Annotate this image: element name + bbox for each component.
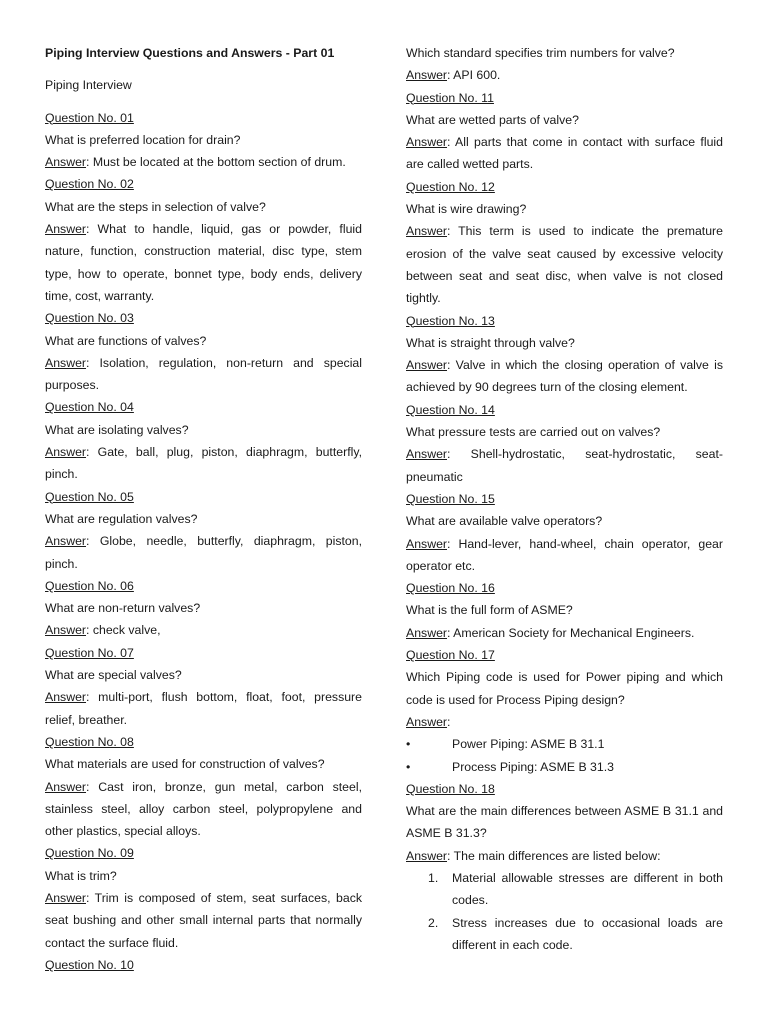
answer [45, 151, 362, 173]
question-label: Question No. 18 [406, 781, 495, 796]
item-number: 2. [428, 915, 439, 930]
answer-text: : What to handle, liquid, gas or powder, fluid nature, function, construction material, disc type, stem type, how to operate, bonnet type, body ends, delivery time, cost, warranty. [45, 222, 362, 303]
question-text: What materials are used for construction of valves? [45, 757, 325, 772]
question-text: What is straight through valve? [406, 335, 575, 350]
question-text: What is the full form of ASME? [406, 603, 573, 618]
answer-text: : Cast iron, bronze, gun metal, carbon steel, stainless steel, alloy carbon steel, polypropylene and other plastics, special alloys. [45, 779, 362, 839]
question-text: Which standard specifies trim numbers for valve? [406, 46, 675, 60]
question-label: Question No. 12 [406, 179, 495, 194]
question-label: Question No. 04 [45, 400, 134, 415]
question-label: Question No. 13 [406, 313, 495, 328]
answer [406, 64, 723, 86]
page-subtitle: Piping Interview [45, 78, 132, 93]
list-item [406, 756, 723, 778]
answer-text: : The main differences are listed below: [447, 848, 661, 863]
answer-label: Answer [45, 890, 87, 905]
answer-text: : multi-port, flush bottom, float, foot, pressure relief, breather. [45, 690, 362, 727]
page-title: Piping Interview Questions and Answers - Part 01 [45, 46, 335, 60]
answer-text: : Hand-lever, hand-wheel, chain operator, gear operator etc. [406, 536, 723, 573]
question-label: Question No. 07 [45, 645, 134, 660]
answer [45, 686, 362, 731]
answer-label: Answer [45, 690, 87, 705]
question-label: Question No. 06 [45, 578, 134, 593]
question-label: Question No. 10 [45, 957, 134, 972]
question-text: What are isolating valves? [45, 422, 189, 437]
question-label: Question No. 09 [45, 846, 134, 861]
answer-label: Answer [406, 224, 448, 239]
item-number: 1. [428, 870, 439, 885]
question-text: Which Piping code is used for Power piping and which code is used for Process Piping design? [406, 670, 723, 707]
answer-label: Answer [406, 848, 448, 863]
question-label: Question No. 08 [45, 734, 134, 749]
bullet-icon: • [406, 759, 411, 774]
answer [406, 533, 723, 578]
answer-text: : American Society for Mechanical Engineers. [447, 625, 695, 640]
answer-text: : Trim is composed of stem, seat surfaces, back seat bushing and other small internal parts that normally contact the surface fluid. [45, 890, 362, 950]
question-text: What are functions of valves? [45, 333, 207, 348]
answer-label: Answer [406, 358, 448, 373]
answer [45, 776, 362, 843]
answer-label: Answer [45, 445, 87, 460]
answer [406, 845, 723, 867]
question-label: Question No. 11 [406, 90, 494, 105]
answer-text: : check valve, [86, 623, 161, 638]
numbered-item [406, 867, 723, 912]
answer-text: : All parts that come in contact with surface fluid are called wetted parts. [406, 135, 723, 172]
answer-text: : Shell-hydrostatic, seat-hydrostatic, seat-pneumatic [406, 447, 723, 484]
question-label: Question No. 02 [45, 177, 134, 192]
question-label: Question No. 03 [45, 311, 134, 326]
numbered-item [406, 912, 723, 957]
answer-label: Answer [406, 714, 448, 729]
answer-text: : [447, 714, 451, 729]
question-text: What are the main differences between ASME B 31.1 and ASME B 31.3? [406, 804, 723, 841]
list-item [406, 733, 723, 755]
answer [45, 441, 362, 486]
answer-label: Answer [45, 155, 87, 170]
question-label: Question No. 15 [406, 491, 495, 506]
question-text: What pressure tests are carried out on valves? [406, 425, 661, 440]
item-text: Stress increases due to occasional loads are different in each code. [452, 915, 723, 952]
answer-text: : Isolation, regulation, non-return and special purposes. [45, 355, 362, 393]
list-item-text: Process Piping: ASME B 31.3 [452, 759, 614, 774]
question-text: What are wetted parts of valve? [406, 112, 579, 127]
bullet-icon: • [406, 737, 411, 752]
question-text: What are special valves? [45, 668, 182, 683]
answer [45, 218, 362, 307]
answer-label: Answer [45, 355, 87, 370]
answer-label: Answer [45, 222, 87, 237]
answer [406, 443, 723, 488]
answer [45, 619, 362, 641]
question-label: Question No. 17 [406, 648, 495, 663]
question-label: Question No. 01 [45, 110, 134, 125]
answer [45, 530, 362, 575]
answer [406, 622, 723, 644]
question-text: What are non-return valves? [45, 601, 201, 616]
question-text: What are available valve operators? [406, 514, 603, 529]
item-text: Material allowable stresses are different in both codes. [452, 870, 723, 908]
list-item-text: Power Piping: ASME B 31.1 [452, 737, 605, 752]
answer-label: Answer [45, 534, 87, 549]
answer [45, 352, 362, 397]
answer [406, 711, 723, 733]
question-label: Question No. 16 [406, 581, 495, 596]
question-text: What are the steps in selection of valve? [45, 199, 266, 214]
answer-text: : Gate, ball, plug, piston, diaphragm, butterfly, pinch. [45, 445, 362, 482]
answer-text: : This term is used to indicate the premature erosion of the valve seat caused by excessive velocity between seat and seat disc, when valve is not closed tightly. [406, 224, 723, 306]
question-text: What is trim? [45, 868, 117, 883]
answer-label: Answer [406, 625, 448, 640]
answer [45, 887, 362, 954]
right-column [406, 42, 723, 956]
answer [406, 220, 723, 309]
question-text: What is wire drawing? [406, 202, 527, 217]
question-text: What is preferred location for drain? [45, 132, 241, 147]
question-label: Question No. 05 [45, 489, 134, 504]
answer [406, 354, 723, 399]
answer-label: Answer [406, 68, 448, 83]
answer [406, 131, 723, 176]
answer-text: : Valve in which the closing operation of valve is achieved by 90 degrees turn of the closing element. [406, 358, 723, 395]
answer-text: : Globe, needle, butterfly, diaphragm, piston, pinch. [45, 534, 362, 571]
answer-label: Answer [406, 536, 448, 551]
question-label: Question No. 14 [406, 402, 495, 417]
answer-text: : API 600. [447, 68, 501, 83]
answer-label: Answer [45, 779, 87, 794]
answer-label: Answer [45, 623, 87, 638]
left-column [45, 42, 362, 976]
answer-label: Answer [406, 135, 448, 150]
answer-text: : Must be located at the bottom section of drum. [86, 155, 346, 170]
answer-label: Answer [406, 447, 448, 462]
question-text: What are regulation valves? [45, 511, 198, 526]
